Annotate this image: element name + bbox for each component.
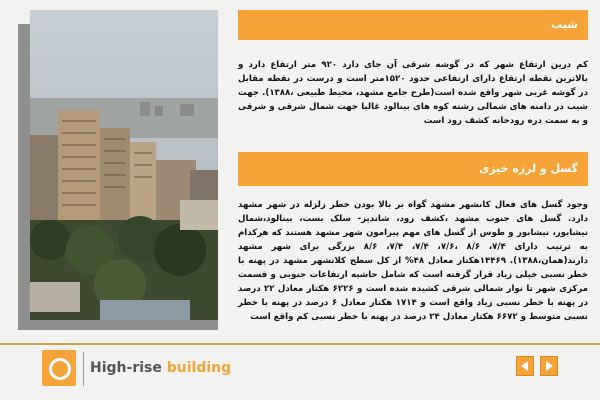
brand-word-2: building: [166, 360, 232, 376]
logo-ring: [49, 358, 71, 380]
triangle-right-icon: [541, 357, 557, 375]
section-title-faults: گسل و لرزه خیزی: [479, 162, 578, 175]
footer-divider: [0, 343, 600, 345]
brand-title: [90, 360, 231, 376]
logo-icon: [42, 350, 76, 386]
section-header-faults: [238, 152, 588, 186]
faults-paragraph: وجود گسل های فعال کانشهر مشهد گواه بر بالا بودن خطر زلزله در شهر مشهد دارد. گسل های جنوب مشهد ،کشف رود، شاندیز- سلک بست، بینالود،شمال نیشابور، نیشابور و طوس از گسل های مهم پیرامون شهر مشهد هستند که هرکدام به ترتیب دارای ۷/۴، ۸/۶ ،۷/۶، ۷/۴، ۷/۴، ۸/۶ بزرگی برای شهر مشهد دارند(همان،۱۳۸۸). ۱۴۴۶۹هکتار معادل ۴۸% از کل سطح کلانشهر مشهد در پهنه با خطر نسبی خیلی زیاد قرار گرفته است که شامل حاشیه ارتفاعات جنوبی و قسمت مرکزی شهر تا نوار شمالی شرقی کشیده شده است و ۶۲۲۶ هکتار معادل ۲۲ درصد در پهنه با خطر نسبی زیاد واقع است و ۱۷۱۴ هکتار معادل ۶ درصد در پهنه با خطر نسبی متوسط و ۶۶۷۲ هکتار معادل ۲۴ درصد در پهنه با خطر نسبی کم واقع است: [238, 200, 589, 322]
city-photo: [30, 10, 218, 320]
prev-button[interactable]: [516, 356, 534, 376]
logo-divider: [83, 352, 84, 386]
brand-word-1: High-rise: [90, 360, 162, 376]
section-title-slope: شیب: [551, 18, 578, 31]
triangle-left-icon: [517, 357, 533, 375]
next-button[interactable]: [540, 356, 558, 376]
section-header-slope: [238, 10, 588, 40]
slope-paragraph: کم درین ارتفاع شهر که در گوشه شرقی آن جای دارد ۹۲۰ متر ارتفاع دارد و بالاترین نقطه ارتفاع دارای ارتفاعی حدود ۱۵۲۰متر است و درست در نقطه مقابل در گوشه غربی شهر واقع شده است(طرح جامع مشهد، محیط طبیعی ،۱۳۸۸). جهت شیب در دامنه های شمالی رشته کوه های بینالود غالبا جهت شمال شرقی و شرقی و به سمت دره رودخانه کشف رود است: [238, 60, 588, 126]
